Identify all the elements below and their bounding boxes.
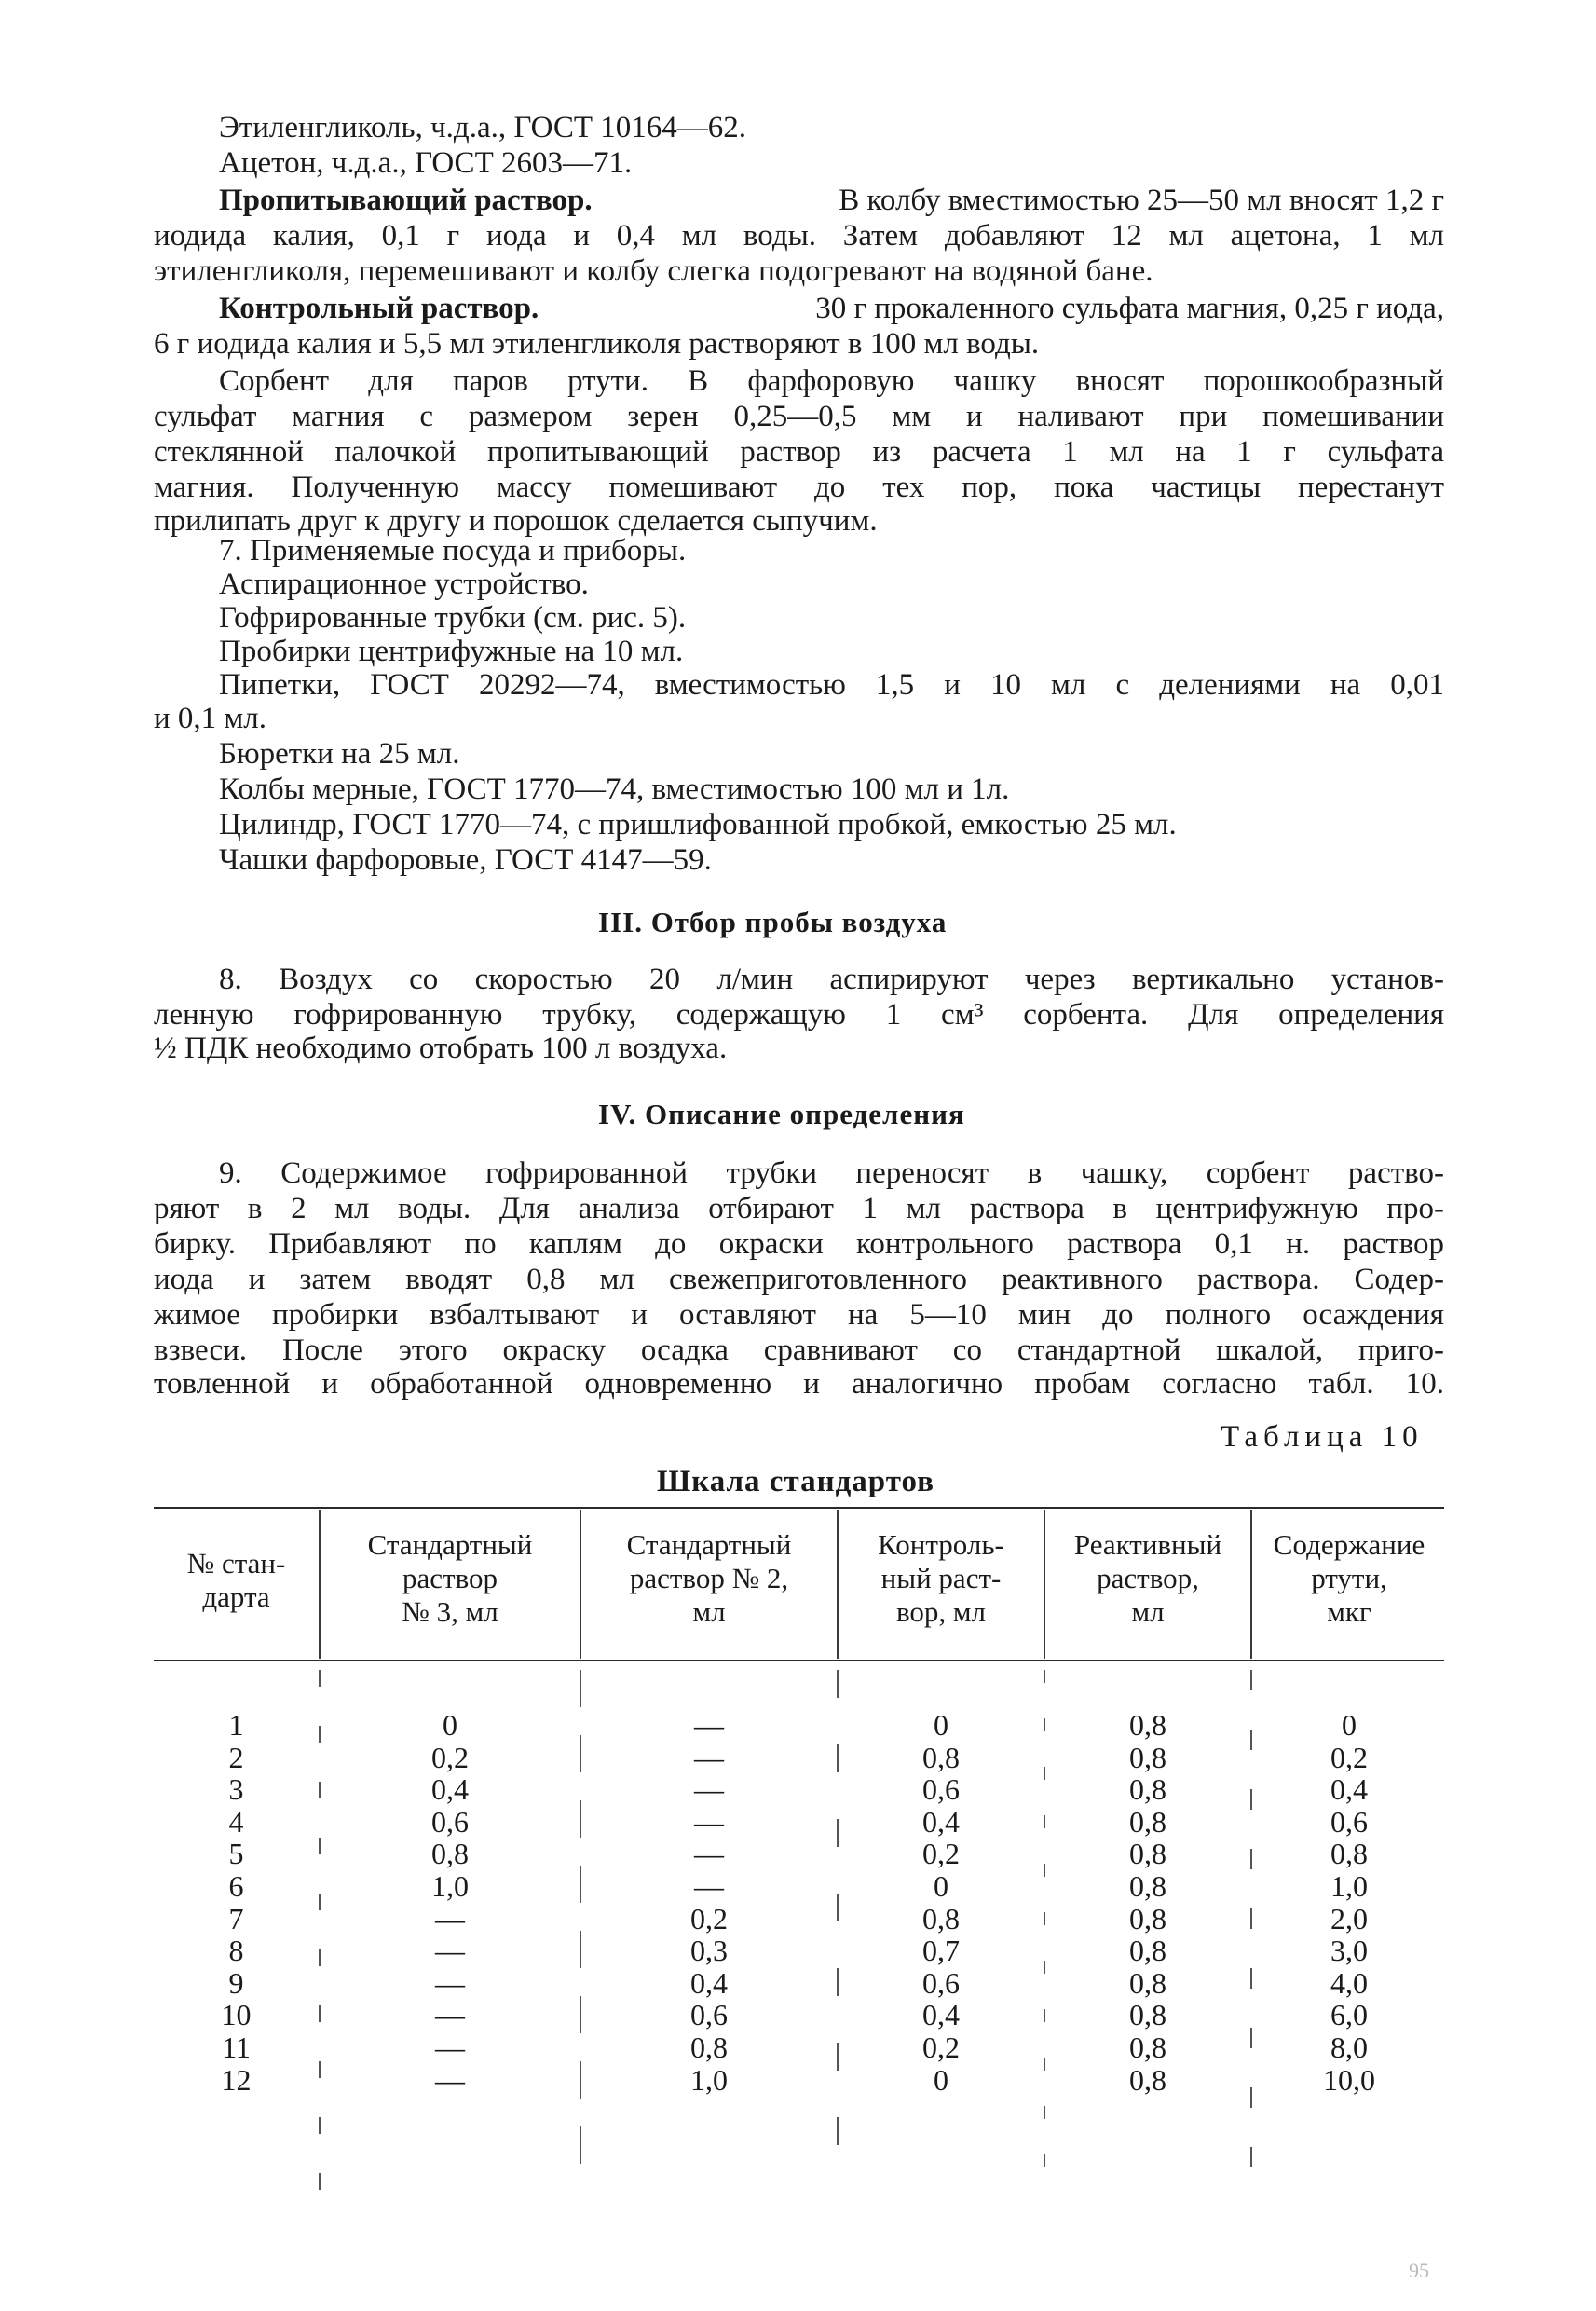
header-line: Контроль-: [878, 1528, 1004, 1561]
table-cell: 8: [228, 1934, 244, 1968]
text-line: ½ ПДК необходимо отобрать 100 л воздуха.: [154, 1032, 728, 1065]
header-line: мл: [692, 1595, 726, 1628]
table-cell: 0,8: [922, 1740, 960, 1774]
table-cell: —: [694, 1708, 724, 1742]
table-cell: 3,0: [1330, 1934, 1368, 1968]
table-cell: 2: [228, 1740, 244, 1774]
header-line: дарта: [202, 1580, 270, 1613]
paragraph-lead: Пропитывающий раствор.: [219, 184, 593, 217]
table-cell: 0,8: [1129, 1772, 1166, 1807]
table-cell: 0,8: [1129, 2062, 1166, 2097]
text-line: Сорбент для паров ртути. В фарфоровую чашку вносят порошкообразный: [219, 364, 1444, 398]
text-line: Пробирки центрифужные на 10 мл.: [219, 635, 684, 668]
text-line: 8. Воздух со скоростью 20 л/мин аспирируют через вертикально установ-: [219, 963, 1444, 996]
header-line: Стандартный: [367, 1528, 533, 1561]
table-cell: 0,6: [922, 1772, 960, 1807]
table-cell: —: [435, 1998, 465, 2032]
table-cell: 0,2: [431, 1740, 469, 1774]
table-cell: 0,4: [922, 1804, 960, 1839]
table-header-cell: [154, 1547, 319, 1614]
table-header-cell: [1252, 1528, 1446, 1629]
table-cell: 0,4: [690, 1965, 728, 2000]
text-line: Колбы мерные, ГОСТ 1770—74, вместимостью 100 мл и 1л.: [219, 773, 1010, 806]
text-line: взвеси. После этого окраску осадка сравнивают со стандартной шкалой, приго-: [154, 1333, 1444, 1367]
table-cell: 0,3: [690, 1934, 728, 1968]
table-cell: 11: [222, 2031, 251, 2064]
table-cell: 0,6: [431, 1804, 469, 1839]
text-line: Бюретки на 25 мл.: [219, 737, 460, 771]
table-cell: 0: [934, 1869, 948, 1903]
table-cell: —: [435, 1965, 465, 2000]
table-cell: 6: [228, 1869, 244, 1903]
table-header-cell: [1045, 1528, 1250, 1629]
table-cell: —: [694, 1837, 724, 1871]
table-cell: 0,8: [1129, 1901, 1166, 1935]
table-caption: Таблица 10: [1221, 1420, 1424, 1454]
table-header-cell: [581, 1528, 837, 1629]
header-line: Содержание: [1273, 1528, 1425, 1561]
table-cell: 8,0: [1330, 2031, 1368, 2064]
table-cell: 1,0: [690, 2062, 728, 2097]
table-cell: 0: [934, 1708, 948, 1742]
table-cell: 10: [221, 1998, 252, 2032]
table-cell: 12: [221, 2062, 252, 2097]
table-cell: 0,4: [1330, 1772, 1368, 1807]
header-line: № стан-: [186, 1547, 286, 1579]
section-heading: IV. Описание определения: [598, 1098, 965, 1130]
table-header-rule: [154, 1660, 1444, 1661]
page-number: 95: [1409, 2259, 1429, 2282]
table-cell: 0,2: [690, 1901, 728, 1935]
text-line: Цилиндр, ГОСТ 1770—74, с пришлифованной пробкой, емкостью 25 мл.: [219, 808, 1177, 841]
text-line: [219, 183, 1444, 218]
table-cell: 0,8: [922, 1901, 960, 1935]
table-cell: 0,7: [922, 1934, 960, 1968]
text-line: 9. Содержимое гофрированной трубки переносят в чашку, сорбент раство-: [219, 1156, 1444, 1190]
table-cell: 6,0: [1330, 1998, 1368, 2032]
table-cell: —: [694, 1740, 724, 1774]
table-cell: 0,8: [1129, 1804, 1166, 1839]
table-cell: 0,2: [1330, 1740, 1368, 1774]
text-line: жимое пробирки взбалтывают и оставляют на 5—10 мин до полного осаждения: [154, 1298, 1444, 1332]
text-line: Ацетон, ч.д.а., ГОСТ 2603—71.: [219, 146, 633, 180]
table-cell: 0,4: [431, 1772, 469, 1807]
table-cell: 0,2: [922, 1837, 960, 1871]
table-cell: 0: [443, 1708, 457, 1742]
text-line: 30 г прокаленного сульфата магния, 0,25 г иода,: [815, 292, 1444, 325]
table-cell: —: [435, 1901, 465, 1935]
table-cell: —: [435, 2062, 465, 2097]
text-line: товленной и обработанной одновременно и аналогично пробам согласно табл. 10.: [154, 1367, 1444, 1401]
table-cell: 3: [228, 1772, 244, 1807]
header-line: Реактивный: [1073, 1528, 1222, 1561]
table-cell: 0,8: [1129, 1934, 1166, 1968]
header-line: раствор: [402, 1562, 498, 1594]
table-cell: 0,6: [922, 1965, 960, 2000]
text-line: [219, 291, 1444, 326]
table-cell: 9: [228, 1965, 244, 2000]
table-cell: 0,8: [1129, 2031, 1166, 2064]
header-line: раствор,: [1097, 1562, 1199, 1594]
text-line: 6 г иодида калия и 5,5 мл этиленгликоля растворяют в 100 мл воды.: [154, 327, 1040, 361]
table-cell: 0,8: [1129, 1965, 1166, 2000]
text-line: бирку. Прибавляют по каплям до окраски контрольного раствора 0,1 н. раствор: [154, 1227, 1444, 1261]
table-cell: 10,0: [1323, 2062, 1375, 2097]
text-line: Этиленгликоль, ч.д.а., ГОСТ 10164—62.: [219, 111, 747, 144]
table-cell: —: [694, 1804, 724, 1839]
table-cell: —: [694, 1772, 724, 1807]
table-cell: —: [435, 1934, 465, 1968]
table-cell: 0,8: [1129, 1708, 1166, 1742]
table-cell: 0,8: [1330, 1837, 1368, 1871]
table-cell: 7: [228, 1901, 244, 1935]
header-line: вор, мл: [895, 1595, 986, 1628]
table-cell: 0,2: [922, 2031, 960, 2064]
table-cell: 1,0: [431, 1869, 469, 1903]
table-cell: 0,4: [922, 1998, 960, 2032]
table-cell: —: [694, 1869, 724, 1903]
table-header-cell: [839, 1528, 1044, 1629]
text-line: прилипать друг к другу и порошок сделается сыпучим.: [154, 504, 878, 538]
text-line: ряют в 2 мл воды. Для анализа отбирают 1 мл раствора в центрифужную про-: [154, 1192, 1444, 1225]
header-line: раствор № 2,: [629, 1562, 789, 1594]
text-line: Пипетки, ГОСТ 20292—74, вместимостью 1,5 и 10 мл с делениями на 0,01: [219, 668, 1444, 702]
text-line: этиленгликоля, перемешивают и колбу слегка подогревают на водяной бане.: [154, 254, 1153, 288]
section-heading: III. Отбор пробы воздуха: [598, 906, 948, 938]
text-line: Чашки фарфоровые, ГОСТ 4147—59.: [219, 843, 712, 877]
table-cell: 0,8: [431, 1837, 469, 1871]
table-cell: 1: [228, 1708, 244, 1742]
table-cell: 2,0: [1330, 1901, 1368, 1935]
table-cell: 0,8: [690, 2031, 728, 2064]
table-cell: 4,0: [1330, 1965, 1368, 2000]
text-line: Гофрированные трубки (см. рис. 5).: [219, 601, 687, 635]
table-cell: 0: [934, 2062, 948, 2097]
table-cell: 4: [228, 1804, 244, 1839]
text-line: иодида калия, 0,1 г иода и 0,4 мл воды. Затем добавляют 12 мл ацетона, 1 мл: [154, 219, 1444, 253]
table-cell: 0,8: [1129, 1998, 1166, 2032]
table-cell: 0: [1342, 1708, 1357, 1742]
table-header-cell: [321, 1528, 580, 1629]
text-line: стеклянной палочкой пропитывающий раствор из расчета 1 мл на 1 г сульфата: [154, 435, 1444, 469]
table-title: Шкала стандартов: [657, 1465, 934, 1498]
table-cell: 0,6: [1330, 1804, 1368, 1839]
text-line: сульфат магния с размером зерен 0,25—0,5 мм и наливают при помешивании: [154, 400, 1444, 433]
text-line: 7. Применяемые посуда и приборы.: [219, 534, 687, 567]
table-cell: 0,8: [1129, 1837, 1166, 1871]
paragraph-lead: Контрольный раствор.: [219, 292, 539, 325]
text-line: В колбу вместимостью 25—50 мл вносят 1,2 г: [839, 184, 1444, 217]
text-line: и 0,1 мл.: [154, 702, 267, 735]
header-line: мл: [1131, 1595, 1165, 1628]
table-cell: 0,8: [1129, 1869, 1166, 1903]
text-line: Аспирационное устройство.: [219, 567, 589, 601]
text-line: иода и затем вводят 0,8 мл свежеприготовленного реактивного раствора. Содер-: [154, 1263, 1444, 1296]
table-cell: 0,8: [1129, 1740, 1166, 1774]
header-line: ный раст-: [880, 1562, 1002, 1594]
table-cell: 1,0: [1330, 1869, 1368, 1903]
table-cell: 5: [228, 1837, 244, 1871]
header-line: № 3, мл: [402, 1595, 498, 1628]
text-line: ленную гофрированную трубку, содержащую 1 см³ сорбента. Для определения: [154, 998, 1444, 1032]
header-line: мкг: [1327, 1595, 1371, 1628]
text-line: магния. Полученную массу помешивают до тех пор, пока частицы перестанут: [154, 471, 1444, 504]
table-cell: —: [435, 2031, 465, 2064]
header-line: Стандартный: [626, 1528, 792, 1561]
table-cell: 0,6: [690, 1998, 728, 2032]
table-top-rule: [154, 1507, 1444, 1509]
header-line: ртути,: [1311, 1562, 1387, 1594]
